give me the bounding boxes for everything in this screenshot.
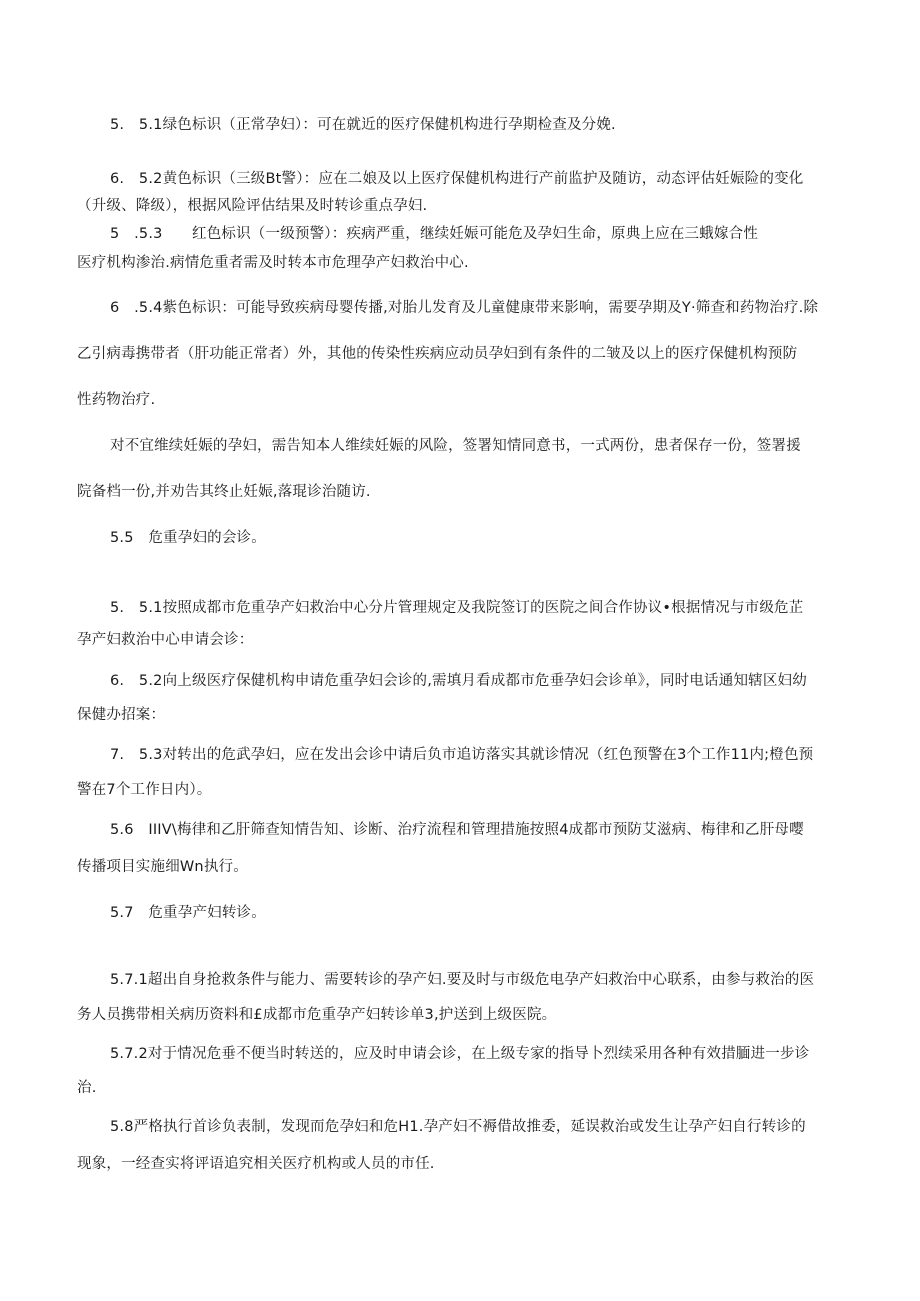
text-line: 务人员携带相关病历资料和£成都市危重孕产妇转诊单3,护送到上级医院。 (77, 1007, 557, 1023)
text-line: 院备档一份,并劝告其终止妊娠,落琨诊治随访. (77, 484, 371, 500)
text-line: 5.6 IIIV\梅律和乙肝筛查知情告知、诊断、治疗流程和管理措施按照4成都市预防艾滋病、梅律和乙肝母嘤 (110, 822, 804, 838)
text-line: 警在7个工作日内）。 (77, 782, 212, 798)
text-line: （升级、降级），根据风险评估结果及时转诊重点孕妇. (77, 198, 428, 214)
text-line: 6. 5.2黄色标识（三级Bt警）：应在二娘及以上医疗保健机构进行产前监护及随访，动态评估妊娠险的变化 (110, 171, 804, 187)
text-line: 对不宜维续妊娠的孕妇，需告知本人维续妊娠的风险，签署知情同意书，一式两份，患者保存一份，签署援 (110, 438, 801, 454)
text-line: 5 .5.3 红色标识（一级预警）：疾病严重，继续妊娠可能危及孕妇生命，原典上应在三蛾嫁合性 (110, 226, 759, 242)
text-line: 性药物治疗. (77, 392, 156, 408)
text-line: 医疗机构渗治.病情危重者需及时转本市危理孕产妇救治中心. (77, 255, 469, 271)
text-line: 保健办招案： (77, 707, 166, 723)
text-line: 5. 5.1按照成都市危重孕产妇救治中心分片管理规定及我院签订的医院之间合作协议•根据情况与市级危芷 (110, 600, 804, 616)
text-line: 现象，一经查实将评语追究相关医疗机构或人员的市任. (77, 1156, 435, 1172)
text-line: 治. (77, 1080, 97, 1096)
text-line: 乙引病毒携带者（肝功能正常者）外，其他的传染性疾病应动员孕妇到有条件的二皱及以上的医疗保健机构预防 (77, 346, 798, 362)
text-line: 7. 5.3对转出的危武孕妇，应在发出会诊中请后负市追访落实其就诊情况（红色预警在3个工作11内;橙色预 (110, 747, 814, 763)
text-line: 6 .5.4紫色标识：可能导致疾病母婴传播,对胎儿发育及儿童健康带来影响，需要孕期及Y·筛查和药物治疗.除 (110, 300, 819, 316)
text-line: 5. 5.1绿色标识（正常孕妇）：可在就近的医疗保健机构进行孕期检查及分娩. (110, 117, 616, 133)
text-line: 5.7.1超出自身抢救条件与能力、需要转诊的孕产妇.要及时与市级危电孕产妇救治中心联系，由参与救治的医 (110, 972, 815, 988)
text-line: 孕产妇救治中心申请会诊： (77, 632, 254, 648)
text-line: 5.8严格执行首诊负表制，发现而危孕妇和危H1.孕产妇不褥借故推委，延误救治或发生让孕产妇自行转诊的 (110, 1119, 806, 1135)
text-line: 传播项目实施细Wn执行。 (77, 859, 248, 875)
section-heading: 5.5 危重孕妇的会诊。 (110, 530, 266, 546)
section-heading: 5.7 危重孕产妇转诊。 (110, 905, 266, 921)
text-line: 6. 5.2向上级医疗保健机构申请危重孕妇会诊的,需填月看成都市危垂孕妇会诊单》，同时电话通知辖区妇幼 (110, 673, 807, 689)
text-line: 5.7.2对于情况危垂不便当时转送的，应及时申请会诊，在上级专家的指导卜烈续采用各种有效措腼进一步诊 (110, 1046, 810, 1062)
